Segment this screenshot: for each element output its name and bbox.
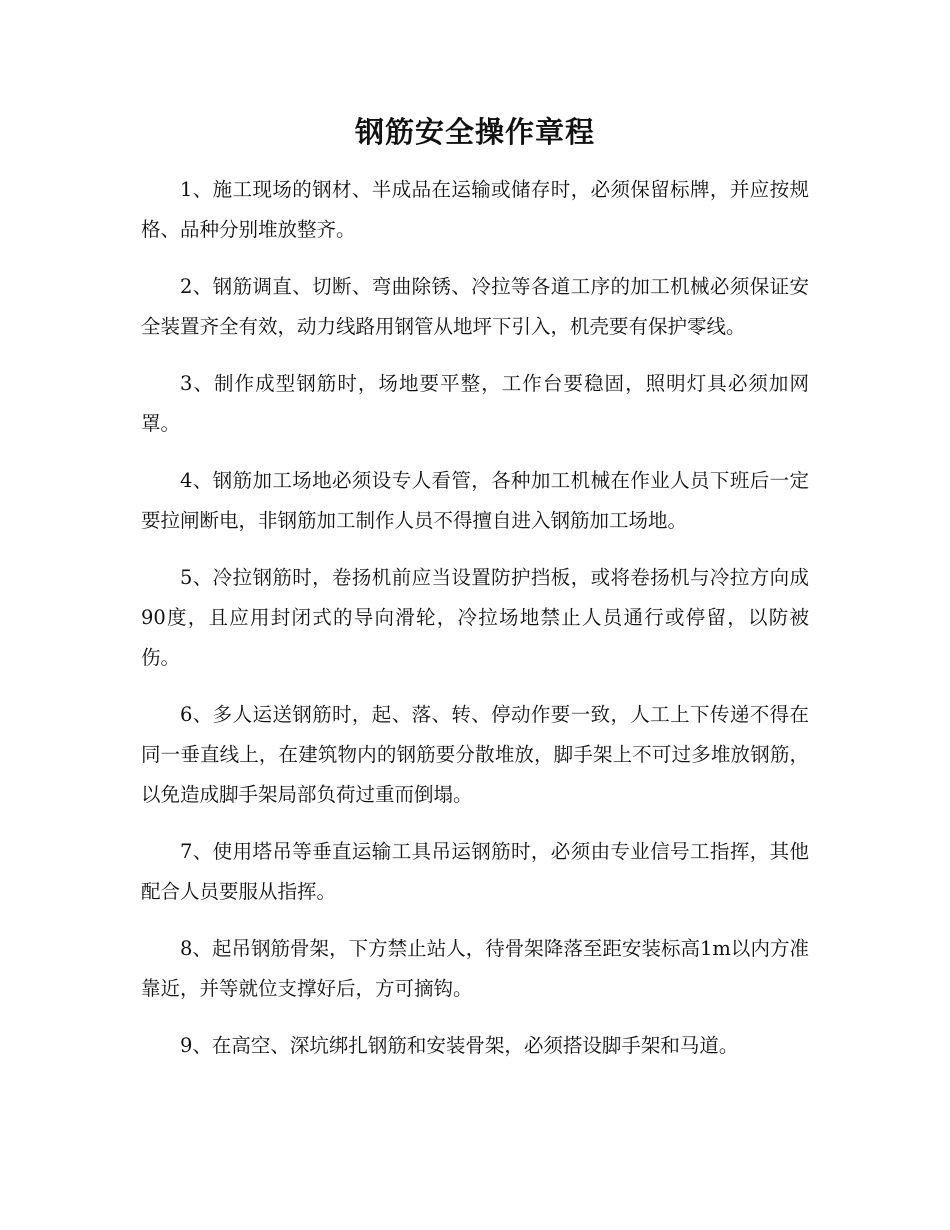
rule-item-5: 5、冷拉钢筋时，卷扬机前应当设置防护挡板，或将卷扬机与冷拉方向成90度，且应用封闭式的导向滑轮，冷拉场地禁止人员通行或停留，以防被伤。: [141, 566, 809, 669]
rule-item-9: 9、在高空、深坑绑扎钢筋和安装骨架，必须搭设脚手架和马道。: [180, 1034, 739, 1057]
rule-item-1: 1、施工现场的钢材、半成品在运输或储存时，必须保留标牌，并应按规格、品种分别堆放整齐。: [141, 178, 809, 241]
document-page: [141, 108, 809, 1083]
rule-list: [141, 170, 809, 1066]
rule-item-8: 8、起吊钢筋骨架，下方禁止站人，待骨架降落至距安装标高1m以内方准靠近，并等就位支撑好后，方可摘钩。: [141, 937, 809, 1000]
document-title: 钢筋安全操作章程: [354, 115, 595, 149]
rule-item-4: 4、钢筋加工场地必须设专人看管，各种加工机械在作业人员下班后一定要拉闸断电，非钢筋加工制作人员不得擅自进入钢筋加工场地。: [141, 469, 809, 532]
rule-item-6: 6、多人运送钢筋时，起、落、转、停动作要一致，人工上下传递不得在同一垂直线上，在建筑物内的钢筋要分散堆放，脚手架上不可过多堆放钢筋，以免造成脚手架局部负荷过重而倒塌。: [141, 703, 809, 806]
rule-item-2: 2、钢筋调直、切断、弯曲除锈、冷拉等各道工序的加工机械必须保证安全装置齐全有效，动力线路用钢管从地坪下引入，机壳要有保护零线。: [141, 275, 809, 338]
rule-item-3: 3、制作成型钢筋时，场地要平整，工作台要稳固，照明灯具必须加网罩。: [141, 372, 809, 435]
rule-item-7: 7、使用塔吊等垂直运输工具吊运钢筋时，必须由专业信号工指挥，其他配合人员要服从指挥。: [141, 840, 809, 903]
